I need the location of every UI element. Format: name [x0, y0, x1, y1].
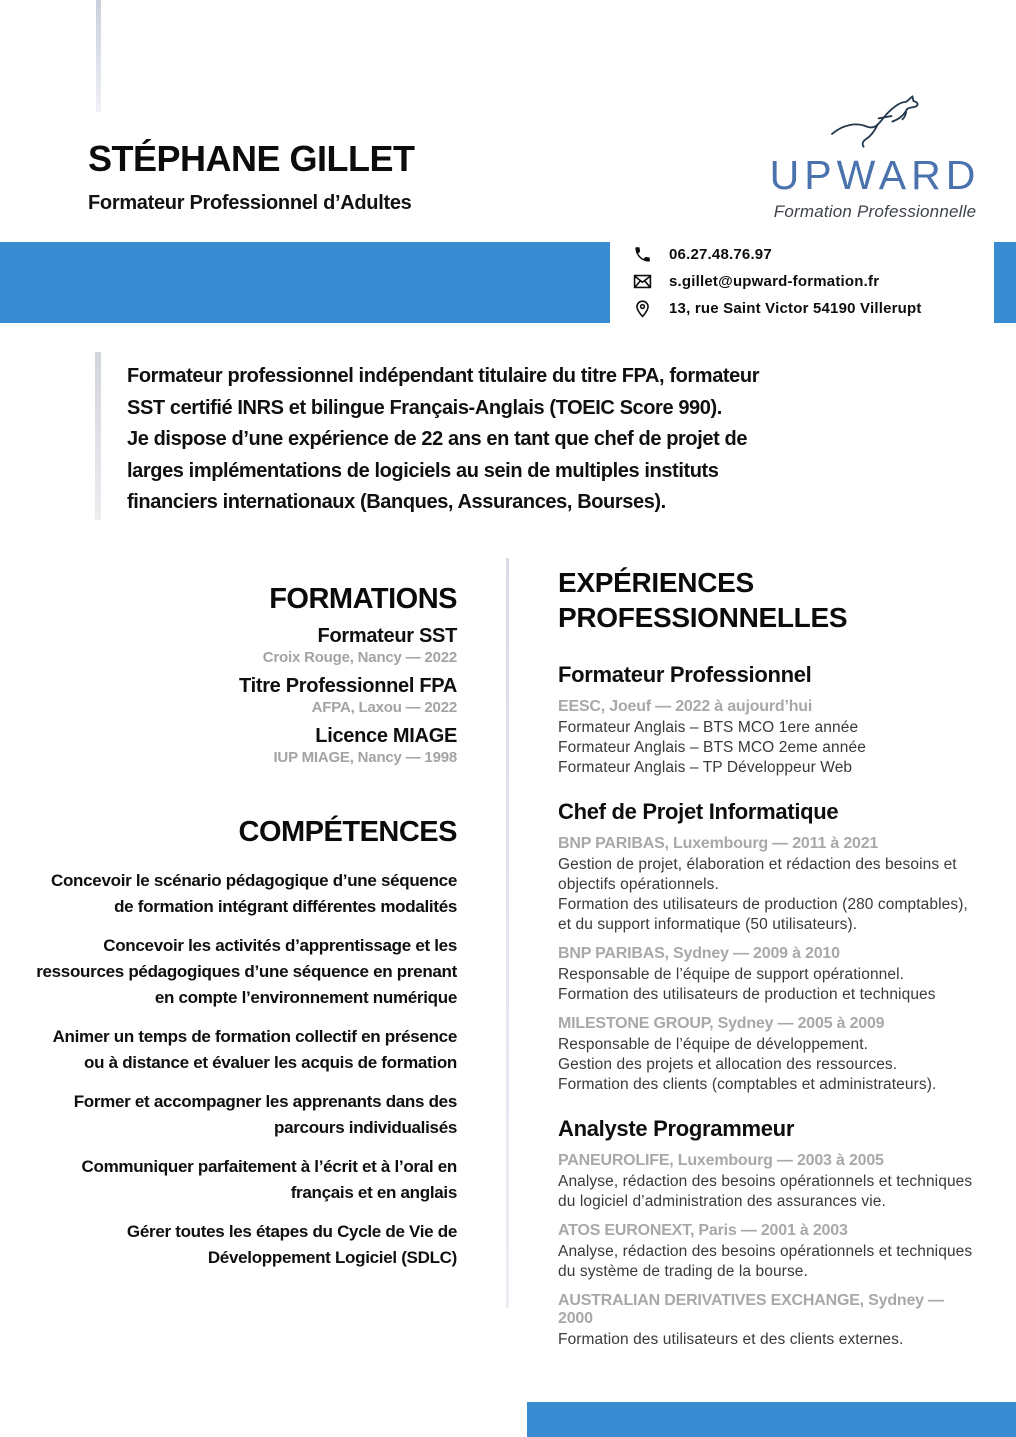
- experience-detail: Formateur Anglais – BTS MCO 2eme année: [558, 739, 866, 756]
- contact-email-row: [633, 268, 922, 295]
- experience-detail: Gestion des projets et allocation des ressources.: [558, 1056, 898, 1073]
- brand-wordmark: UPWARD: [769, 152, 981, 198]
- envelope-icon: [633, 272, 655, 291]
- formation-title: Formateur SST: [317, 625, 457, 647]
- formation-item: [40, 725, 457, 766]
- competences-section: [28, 816, 457, 1271]
- experience-detail: Formation des utilisateurs de production et techniques: [558, 986, 936, 1003]
- company-line: BNP PARIBAS, Luxembourg — 2011 à 2021: [558, 835, 879, 852]
- intro-line: financiers internationaux (Banques, Assurances, Bourses).: [127, 491, 666, 513]
- role-title: Analyste Programmeur: [558, 1116, 795, 1141]
- experience-detail: Analyse, rédaction des besoins opérationnels et techniques du logiciel d’administration des assurances vie.: [558, 1173, 973, 1210]
- brand-tagline: Formation Professionnelle: [773, 202, 977, 221]
- intro-accent-bar: [95, 352, 101, 520]
- bottom-blue-bar: [527, 1402, 1016, 1437]
- experience-detail: Analyse, rédaction des besoins opérationnels et techniques du système de trading de la bourse.: [558, 1243, 973, 1280]
- experience-detail: Formation des utilisateurs de production (280 comptables), et du support informatique (50 utilisateurs).: [558, 896, 968, 933]
- formation-title: Titre Professionnel FPA: [239, 675, 457, 697]
- person-job-title: Formateur Professionnel d’Adultes: [88, 192, 412, 214]
- formation-item: [40, 675, 457, 716]
- role-title: Formateur Professionnel: [558, 662, 812, 687]
- experiences-heading: [558, 565, 978, 635]
- formations-heading: FORMATIONS: [269, 583, 457, 615]
- blue-band: [0, 242, 610, 323]
- company-line: BNP PARIBAS, Sydney — 2009 à 2010: [558, 945, 840, 962]
- postal-address: 13, rue Saint Victor 54190 Villerupt: [669, 300, 922, 317]
- competence-item: Concevoir les activités d’apprentissage et les ressources pédagogiques d’une séquence en prenant en compte l’environnement numérique: [36, 936, 457, 1007]
- company-line: AUSTRALIAN DERIVATIVES EXCHANGE, Sydney — 2000: [558, 1292, 944, 1327]
- experience-detail: Formation des clients (comptables et administrateurs).: [558, 1076, 937, 1093]
- role-title: Chef de Projet Informatique: [558, 799, 839, 824]
- experience-detail: Formateur Anglais – BTS MCO 1ere année: [558, 719, 859, 736]
- email-address: s.gillet@upward-formation.fr: [669, 273, 880, 290]
- contact-address-row: [633, 295, 922, 322]
- experience-detail: Formateur Anglais – TP Développeur Web: [558, 759, 853, 776]
- upward-logo: [768, 90, 982, 222]
- competence-item: Former et accompagner les apprenants dans des parcours individualisés: [73, 1092, 457, 1137]
- competence-item: Concevoir le scénario pédagogique d’une séquence de formation intégrant différentes modalités: [51, 871, 457, 916]
- competence-item: Animer un temps de formation collectif en présence ou à distance et évaluer les acquis de formation: [52, 1027, 457, 1072]
- top-left-accent-bar: [96, 0, 101, 112]
- intro-line: SST certifié INRS et bilingue Français-Anglais (TOEIC Score 990).: [127, 396, 722, 419]
- competence-item: Gérer toutes les étapes du Cycle de Vie de Développement Logiciel (SDLC): [126, 1222, 457, 1267]
- blue-band-right-block: [994, 242, 1016, 323]
- formation-item: [40, 625, 457, 666]
- experience-detail: Responsable de l’équipe de développement.: [558, 1036, 869, 1053]
- company-line: MILESTONE GROUP, Sydney — 2005 à 2009: [558, 1015, 885, 1032]
- formation-detail: IUP MIAGE, Nancy — 1998: [273, 749, 457, 766]
- phone-icon: [633, 245, 655, 264]
- experience-detail: Formation des utilisateurs et des clients externes.: [558, 1331, 904, 1348]
- experiences-heading-line1: EXPÉRIENCES: [558, 567, 754, 598]
- company-line: ATOS EURONEXT, Paris — 2001 à 2003: [558, 1222, 848, 1239]
- column-divider: [506, 558, 509, 1308]
- experience-detail: Gestion de projet, élaboration et rédaction des besoins et objectifs opérationnels.: [558, 856, 957, 893]
- phone-number: 06.27.48.76.97: [669, 246, 772, 263]
- competences-heading: COMPÉTENCES: [238, 816, 457, 848]
- intro-line: larges implémentations de logiciels au sein de multiples instituts: [127, 459, 719, 482]
- formation-detail: Croix Rouge, Nancy — 2022: [262, 649, 457, 666]
- intro-line: Je dispose d’une expérience de 22 ans en tant que chef de projet de: [127, 428, 748, 450]
- formation-detail: AFPA, Laxou — 2022: [311, 699, 457, 716]
- kangaroo-icon: [823, 90, 927, 154]
- contact-phone-row: [633, 241, 922, 268]
- formation-title: Licence MIAGE: [315, 725, 457, 747]
- intro-paragraph: [127, 361, 817, 519]
- formations-section: [40, 583, 457, 766]
- company-line: EESC, Joeuf — 2022 à aujourd’hui: [558, 698, 813, 715]
- experiences-heading-line2: PROFESSIONNELLES: [558, 602, 848, 633]
- competence-item: Communiquer parfaitement à l’écrit et à l’oral en français et en anglais: [81, 1157, 457, 1202]
- person-name: STÉPHANE GILLET: [88, 138, 415, 179]
- experiences-section: [558, 565, 978, 1350]
- intro-line: Formateur professionnel indépendant titulaire du titre FPA, formateur: [127, 365, 760, 387]
- location-pin-icon: [633, 299, 655, 318]
- experience-detail: Responsable de l’équipe de support opérationnel.: [558, 966, 905, 983]
- company-line: PANEUROLIFE, Luxembourg — 2003 à 2005: [558, 1152, 884, 1169]
- contact-block: [633, 241, 922, 322]
